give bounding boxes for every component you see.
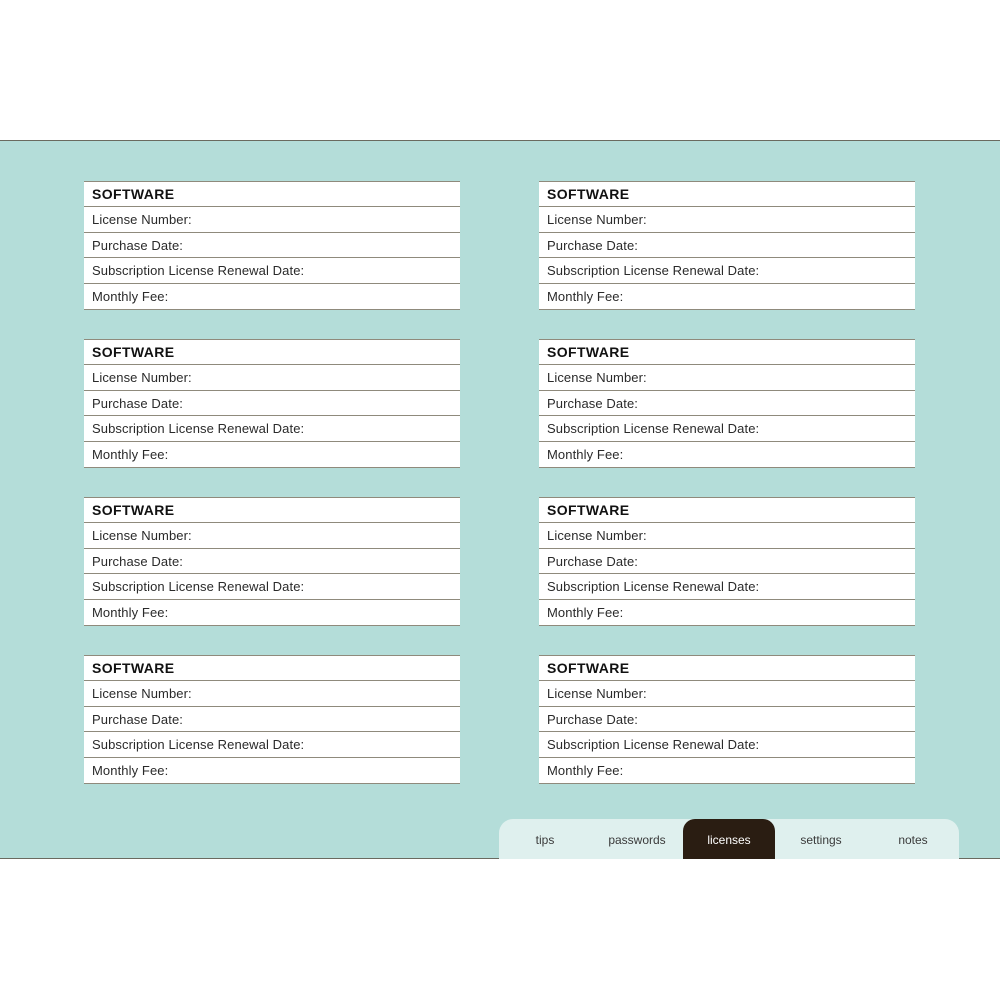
- purchase-date-field[interactable]: Purchase Date:: [84, 707, 460, 732]
- card-title: SOFTWARE: [539, 656, 915, 681]
- tab-notes[interactable]: notes: [898, 833, 928, 847]
- software-card: [84, 655, 460, 784]
- page-panel: [0, 140, 1000, 859]
- tab-settings[interactable]: settings: [800, 833, 842, 847]
- tab-passwords[interactable]: passwords: [608, 833, 666, 847]
- card-title: SOFTWARE: [84, 498, 460, 523]
- license-number-field[interactable]: License Number:: [84, 365, 460, 390]
- monthly-fee-field[interactable]: Monthly Fee:: [92, 446, 169, 462]
- monthly-fee-field[interactable]: Monthly Fee:: [92, 288, 169, 304]
- purchase-date-field[interactable]: Purchase Date:: [84, 549, 460, 574]
- tab-licenses[interactable]: licenses: [683, 819, 775, 859]
- card-title: SOFTWARE: [539, 182, 915, 207]
- renewal-date-field[interactable]: Subscription License Renewal Date:: [539, 258, 915, 283]
- renewal-date-field[interactable]: Subscription License Renewal Date:: [539, 732, 915, 757]
- license-number-field[interactable]: License Number:: [539, 207, 915, 232]
- purchase-date-field[interactable]: Purchase Date:: [539, 233, 915, 258]
- renewal-date-field[interactable]: Subscription License Renewal Date:: [84, 732, 460, 757]
- renewal-date-field[interactable]: Subscription License Renewal Date:: [84, 574, 460, 599]
- purchase-date-field[interactable]: Purchase Date:: [539, 707, 915, 732]
- software-card: [84, 497, 460, 626]
- renewal-date-field[interactable]: Subscription License Renewal Date:: [84, 258, 460, 283]
- renewal-date-field[interactable]: Subscription License Renewal Date:: [539, 416, 915, 441]
- software-card: [84, 339, 460, 468]
- card-title: SOFTWARE: [84, 182, 460, 207]
- license-number-field[interactable]: License Number:: [539, 365, 915, 390]
- software-card: [539, 655, 915, 784]
- card-title: SOFTWARE: [539, 498, 915, 523]
- monthly-fee-field[interactable]: Monthly Fee:: [547, 604, 624, 620]
- card-title: SOFTWARE: [539, 340, 915, 365]
- license-number-field[interactable]: License Number:: [84, 523, 460, 548]
- license-number-field[interactable]: License Number:: [84, 681, 460, 706]
- monthly-fee-field[interactable]: Monthly Fee:: [92, 604, 169, 620]
- purchase-date-field[interactable]: Purchase Date:: [539, 549, 915, 574]
- section-tabbar: [499, 819, 959, 859]
- license-number-field[interactable]: License Number:: [539, 681, 915, 706]
- monthly-fee-field[interactable]: Monthly Fee:: [547, 446, 624, 462]
- monthly-fee-field[interactable]: Monthly Fee:: [547, 762, 624, 778]
- monthly-fee-field[interactable]: Monthly Fee:: [547, 288, 624, 304]
- card-title: SOFTWARE: [84, 340, 460, 365]
- card-title: SOFTWARE: [84, 656, 460, 681]
- purchase-date-field[interactable]: Purchase Date:: [539, 391, 915, 416]
- license-number-field[interactable]: License Number:: [539, 523, 915, 548]
- software-card: [539, 339, 915, 468]
- software-card: [539, 181, 915, 310]
- software-card: [84, 181, 460, 310]
- monthly-fee-field[interactable]: Monthly Fee:: [92, 762, 169, 778]
- tab-tips[interactable]: tips: [535, 833, 555, 847]
- software-card: [539, 497, 915, 626]
- purchase-date-field[interactable]: Purchase Date:: [84, 391, 460, 416]
- renewal-date-field[interactable]: Subscription License Renewal Date:: [539, 574, 915, 599]
- purchase-date-field[interactable]: Purchase Date:: [84, 233, 460, 258]
- license-number-field[interactable]: License Number:: [84, 207, 460, 232]
- renewal-date-field[interactable]: Subscription License Renewal Date:: [84, 416, 460, 441]
